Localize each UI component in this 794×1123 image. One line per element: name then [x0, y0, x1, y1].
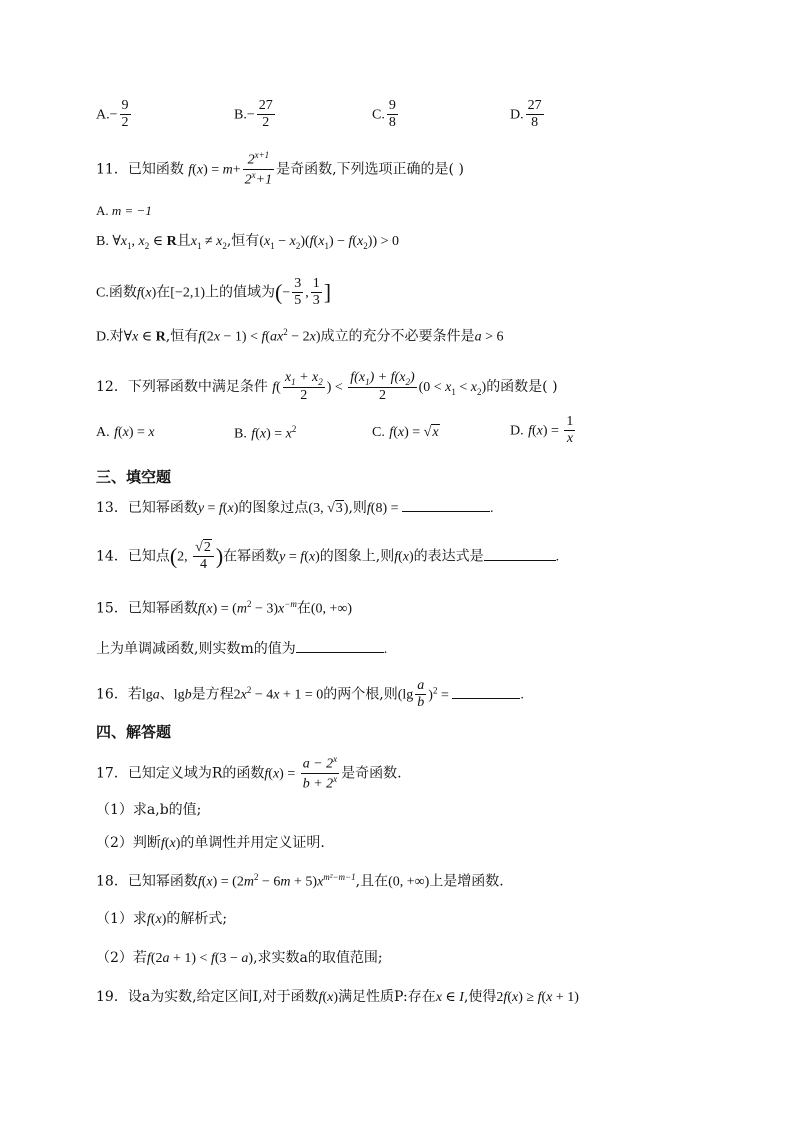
q10-option-d: D. $\frac{27}{8}$ [510, 98, 542, 131]
question-11: 11．已知函数 f(x) = m+ $\frac{2^{x+1}}{2^x+1}$ 是奇函数,下列选项正确的是( ) [96, 150, 464, 188]
q12-option-d: D. f(x) = $\frac{1}{x}$ [510, 414, 574, 447]
q15-answer-blank[interactable] [296, 638, 384, 653]
question-14: 14．已知点(2, $\frac{√2}{4}$ )在幂函数y = f(x)的图象上,则f(x)的表达式是 . [96, 540, 560, 573]
q10-option-b: B.− $\frac{27}{2}$ [234, 98, 273, 131]
q11-option-c: C.函数f(x)在[−2,1)上的值域为(− $\frac{3}{5}$ , $\frac{1}{3}$ ] [96, 276, 332, 309]
question-15-line-2: 上为单调减函数,则实数m的值为 . [96, 638, 387, 657]
question-19: 19．设a为实数,给定区间I,对于函数f(x)满足性质P:存在x ∈ I,使得2f(x) ≥ f(x + 1) [96, 989, 579, 1005]
q11-function: f [188, 162, 193, 178]
question-13: 13．已知幂函数y = f(x)的图象过点(3, √3),则f(8) = . [96, 497, 494, 516]
section-3-heading: 三、填空题 [96, 468, 172, 486]
question-18-part-1: （1）求f(x)的解析式; [96, 911, 228, 927]
q11-option-d: D.对∀x ∈ R,恒有$f(2x - 1) < f(ax^2 - 2x)$成立的充分不必要条件是a > 6 [96, 327, 504, 345]
q11-option-b: B. $\forall x_1$, $x_2$ ∈ R且$x_1 \ne x_2$,恒有$(x_1 - x_2)(f(x_1) - f(x_2)) > 0$ [96, 233, 400, 251]
q16-answer-blank[interactable] [452, 684, 520, 699]
question-12: 12．下列幂函数中满足条件 f( $\frac{x_1 + x_2}{2}$ ) < $\frac{f(x_1) + f(x_2)}{2}$ $(0 < x_1 < x_2)$的函数是( ) [96, 370, 558, 404]
question-15: 15．已知幂函数$f(x) = (m^2 - 3)x^{-m}$在(0, +∞) [96, 599, 353, 617]
question-18: 18．已知幂函数$f(x) = (2m^2 - 6m + 5)x^{m^2-m-1}$,且在(0, +∞)上是增函数. [96, 872, 504, 890]
section-4-heading: 四、解答题 [96, 723, 172, 741]
question-18-part-2: （2）若f(2a + 1) < f(3 − a),求实数a的取值范围; [96, 950, 383, 966]
q12-option-b: B. $f(x) = x^2$ [234, 424, 297, 442]
q13-answer-blank[interactable] [402, 497, 490, 512]
question-17-part-2: （2）判断f(x)的单调性并用定义证明. [96, 835, 325, 851]
question-17: 17．已知定义域为R的函数f(x) = $\frac{a - 2^x}{b + 2^x}$ 是奇函数. [96, 754, 402, 792]
q11-option-a: A. m = −1 [96, 203, 152, 218]
q10-option-c: C. $\frac{9}{8}$ [372, 98, 396, 131]
q12-option-c: C. f(x) = √x [372, 425, 439, 440]
q14-answer-blank[interactable] [484, 546, 556, 561]
q10-option-a: A.− $\frac{9}{2}$ [96, 98, 129, 131]
question-16: 16．若lga、lgb是方程$2x^2 - 4x + 1 = 0$的两个根,则(lg $\frac{a}{b}$ )$^2$ = . [96, 678, 524, 711]
q12-option-a: A. f(x) = x [96, 425, 155, 440]
question-17-part-1: （1）求a,b的值; [96, 802, 202, 818]
